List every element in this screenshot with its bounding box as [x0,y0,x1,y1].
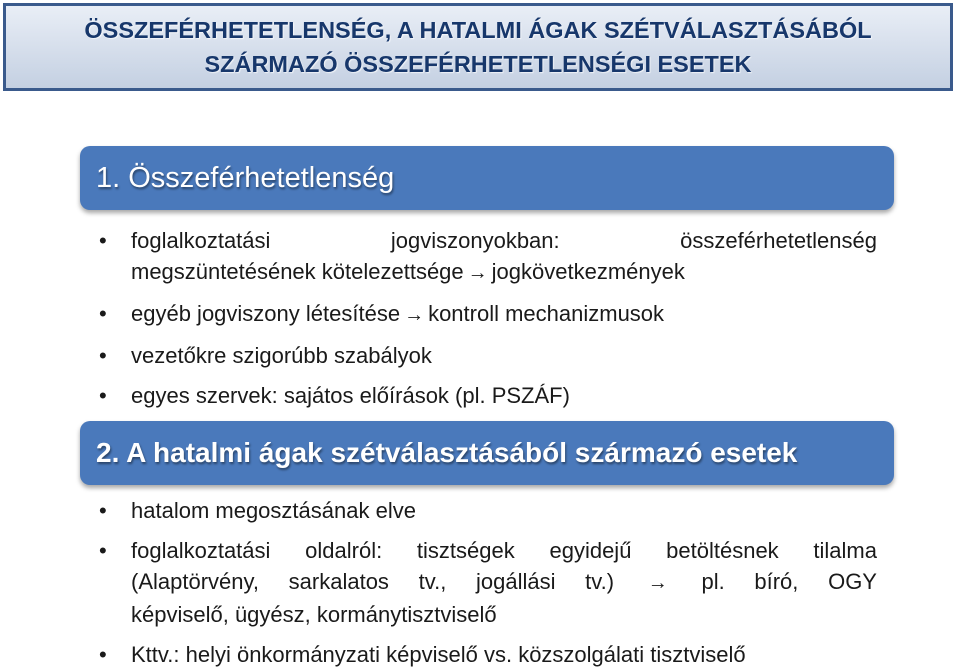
list-item-line: • foglalkoztatási jogviszonyokban: összeférhetetlenség [131,228,877,253]
slide-title-box [3,3,953,91]
right-arrow-icon: → [647,572,668,594]
list-item [97,380,877,411]
section-1-header [80,146,894,210]
list-item-text: pl. bíró, OGY [701,569,877,594]
list-item-text: Kttv.: helyi önkormányzati képviselő vs. közszolgálati tisztviselő [131,642,746,667]
list-item-text: hatalom megosztásának elve [131,498,416,523]
list-item-text: (Alaptörvény, sarkalatos tv., jogállási tv.) [131,569,615,594]
list-item [97,535,877,630]
list-item [97,639,877,670]
list-item-text: megszüntetésének kötelezettsége [131,259,464,284]
list-item-text: egyéb jogviszony létesítése [131,301,401,326]
section-1-bullet-list [97,225,877,411]
list-item [97,340,877,371]
right-arrow-icon: → [404,304,425,326]
list-item-line: képviselő, ügyész, kormánytisztviselő [131,602,497,627]
slide-title-line-1: ÖSSZEFÉRHETETLENSÉG, A HATALMI ÁGAK SZÉTVÁLASZTÁSÁBÓL [84,17,872,43]
list-item [97,495,877,526]
list-item-line: • foglalkoztatási oldalról: tisztségek egyidejű betöltésnek tilalma [131,538,877,563]
list-item-text: egyes szervek: sajátos előírások (pl. PSZÁF) [131,383,570,408]
right-arrow-icon: → [467,262,488,284]
section-1-heading: 1. Összeférhetetlenség [96,161,395,194]
list-item [97,225,877,289]
list-item-line [131,566,877,599]
list-item-text: vezetőkre szigorúbb szabályok [131,343,432,368]
section-2-bullet-list [97,495,877,670]
list-item-text: jogkövetkezmények [491,259,685,284]
list-item [97,298,877,331]
slide-title-line-2: SZÁRMAZÓ ÖSSZEFÉRHETETLENSÉGI ESETEK [204,51,752,77]
section-2-heading: 2. A hatalmi ágak szétválasztásából származó esetek [96,437,798,468]
list-item-text: kontroll mechanizmusok [428,301,665,326]
section-2-header [80,421,894,485]
